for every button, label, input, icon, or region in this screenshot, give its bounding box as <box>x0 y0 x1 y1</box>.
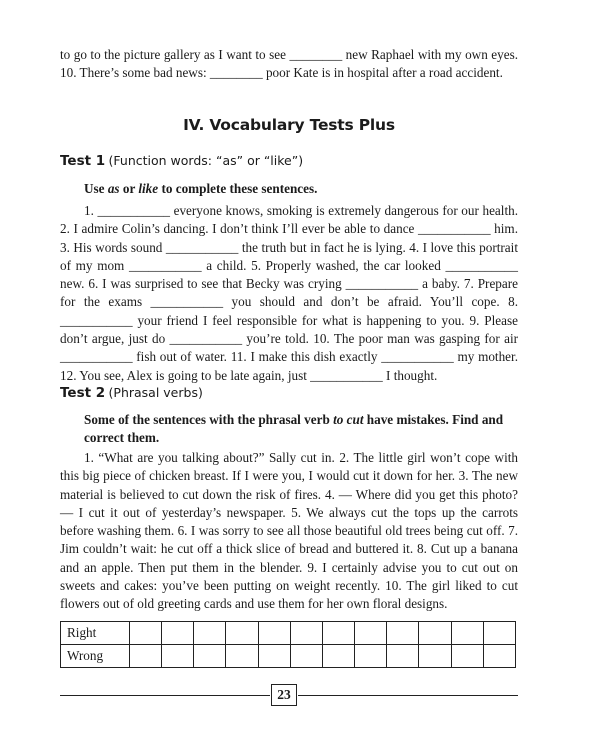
score-cell[interactable] <box>290 622 322 645</box>
score-cell[interactable] <box>451 622 483 645</box>
score-label-right: Right <box>61 622 130 645</box>
score-cell[interactable] <box>194 622 226 645</box>
footer-rule-right <box>298 695 518 696</box>
score-cell[interactable] <box>226 645 258 668</box>
test1-subtitle: (Function words: “as” or “like”) <box>108 153 304 168</box>
test2-instr-pre: Some of the sentences with the phrasal verb <box>84 412 334 427</box>
score-cell[interactable] <box>258 622 290 645</box>
score-row-right <box>61 622 516 645</box>
intro-paragraph <box>60 46 518 83</box>
footer-rule-left <box>60 695 270 696</box>
score-table <box>60 621 516 668</box>
test1-instr-mid: or <box>119 181 139 196</box>
score-cell[interactable] <box>162 622 194 645</box>
test1-instr-pre: Use <box>84 181 108 196</box>
score-cell[interactable] <box>355 622 387 645</box>
score-cell[interactable] <box>130 622 162 645</box>
score-cell[interactable] <box>419 645 451 668</box>
test1-instr-as: as <box>107 181 120 196</box>
test1-instr-like: like <box>138 181 159 196</box>
score-cell[interactable] <box>130 645 162 668</box>
page-number: 23 <box>271 684 297 706</box>
test2-body-block <box>60 449 518 614</box>
score-cell[interactable] <box>451 645 483 668</box>
test1-body: 1. ___________ everyone knows, smoking is extremely dangerous for our health. 2. I admire Colin’s dancing. I don’t think I’ll ever be able to dance ___________ him. 3. His words sound ___________ the truth but in fact he is lying. 4. I love this portrait of my mom ___________ a child. 5. Properly washed, the car looked ___________ new. 6. I was surprised to see that Becky was crying ___________ a baby. 7. Prepare for the exams ___________ you should and don’t be afraid. You’ll cope. 8. ___________ your friend I feel responsible for what is happening to you. 9. Please don’t argue, just do ___________ you’re told. 10. The poor man was gasping for air ___________ fish out of water. 11. I make this dish exactly ___________ my mother. 12. You see, Alex is going to be late again, just ___________ I thought. <box>60 203 518 383</box>
score-cell[interactable] <box>290 645 322 668</box>
score-cell[interactable] <box>483 645 515 668</box>
score-cell[interactable] <box>226 622 258 645</box>
test1-instruction <box>84 180 317 198</box>
section-title: IV. Vocabulary Tests Plus <box>183 116 395 134</box>
test2-body: 1. “What are you talking about?” Sally cut in. 2. The little girl won’t cope with this big piece of chicken breast. If I were you, I would cut it down for her. 3. The new material is believed to cut down the risk of fires. 4. — Where did you get this photo? — I cut it out of yesterday’s newspaper. 5. We always cut the tops up the carrots before washing them. 6. I was sorry to see all those beautiful old trees being cut off. 7. Jim couldn’t wait: he cut off a thick slice of bread and buttered it. 8. Cut up a banana and an apple. Then put them in the blender. 9. I certainly advise you to cut out on sweets and cakes: you’ve been putting on weight recently. 10. The girl liked to cut flowers out of old greeting cards and use them for her own floral designs. <box>60 450 518 612</box>
test2-instruction <box>84 411 518 447</box>
test2-title: Test 2 <box>60 385 106 401</box>
score-cell[interactable] <box>483 622 515 645</box>
score-row-wrong <box>61 645 516 668</box>
score-label-wrong: Wrong <box>61 645 130 668</box>
score-cell[interactable] <box>258 645 290 668</box>
test2-heading <box>60 385 203 401</box>
test1-instr-post: to complete these sentences. <box>158 181 318 196</box>
score-cell[interactable] <box>387 622 419 645</box>
score-cell[interactable] <box>322 645 354 668</box>
test1-body-block <box>60 202 518 385</box>
score-cell[interactable] <box>322 622 354 645</box>
score-cell[interactable] <box>355 645 387 668</box>
test1-title: Test 1 <box>60 153 106 169</box>
score-cell[interactable] <box>419 622 451 645</box>
test1-heading <box>60 153 303 169</box>
score-cell[interactable] <box>194 645 226 668</box>
test2-instr-verb: to cut <box>333 412 364 427</box>
intro-text: to go to the picture gallery as I want to see ________ new Raphael with my own eyes. 10. There’s some bad news: ________ poor Kate is in hospital after a road accident. <box>60 47 518 81</box>
score-cell[interactable] <box>162 645 194 668</box>
score-cell[interactable] <box>387 645 419 668</box>
test2-subtitle: (Phrasal verbs) <box>108 385 203 400</box>
test2-instr-post: have mistakes. Find and correct them. <box>84 412 504 445</box>
